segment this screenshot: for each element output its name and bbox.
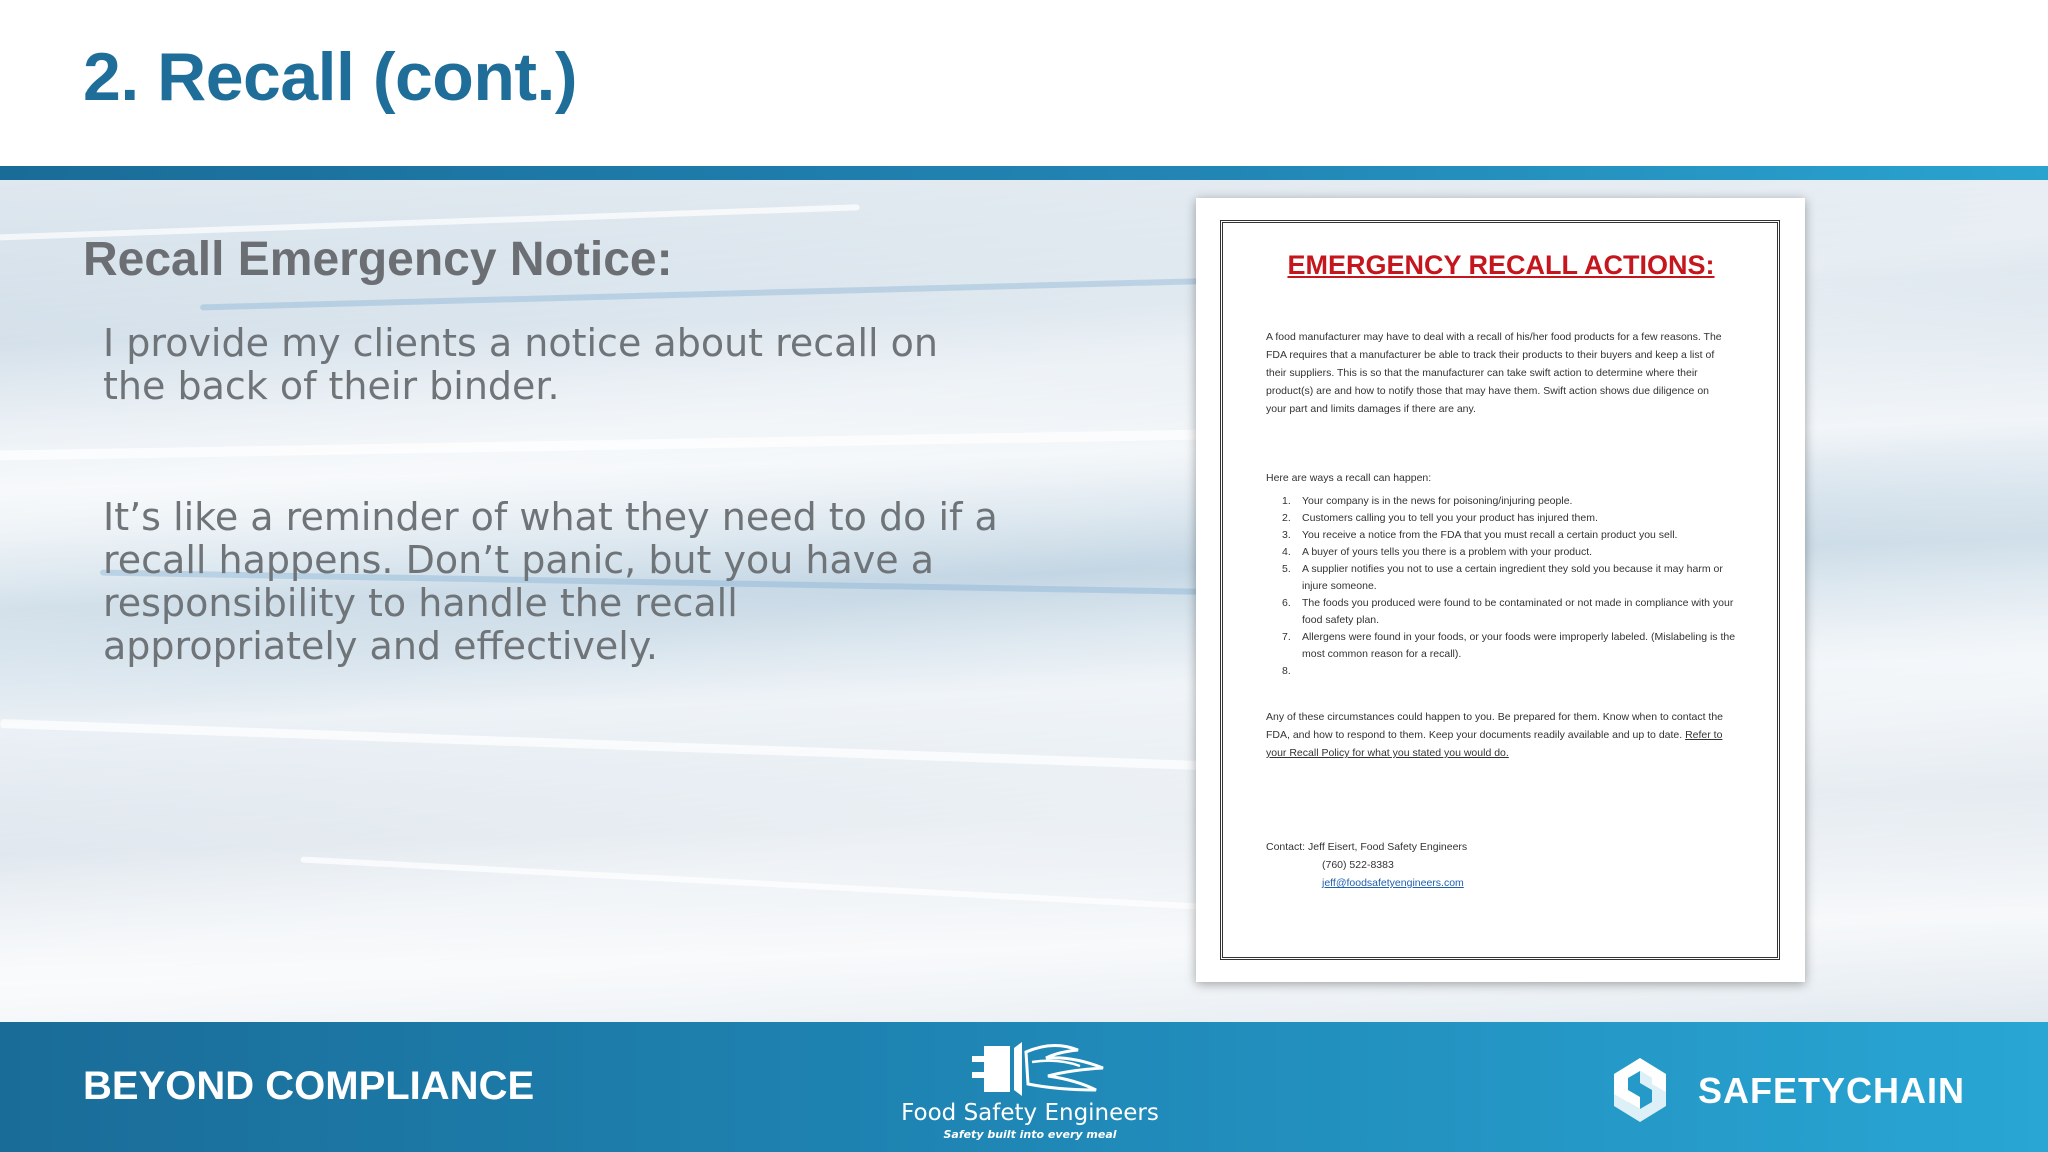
document-contact: Contact: Jeff Eisert, Food Safety Engineers [1266, 841, 1468, 853]
list-number: 4. [1282, 546, 1291, 558]
chain-link-icon [1604, 1054, 1676, 1126]
list-text: Allergens were found in your foods, or your foods were improperly labeled. (Mislabeling is the most common reason for a recall). [1302, 631, 1736, 660]
footer-tagline: BEYOND COMPLIANCE [83, 1064, 535, 1108]
list-number: 8. [1282, 665, 1291, 677]
list-text: A supplier notifies you not to use a certain ingredient they sold you because it may harm or injure someone. [1302, 563, 1723, 592]
closing-text: Any of these circumstances could happen to you. Be prepared for them. Know when to contact the FDA, and how to respond to them. Keep your documents readily available and up to date. [1266, 711, 1724, 741]
list-item [1266, 527, 1736, 544]
list-text: A buyer of yours tells you there is a problem with your product. [1302, 546, 1593, 558]
list-item [1266, 561, 1736, 595]
list-number: 1. [1282, 495, 1291, 507]
list-number: 7. [1282, 631, 1291, 643]
background-streak [0, 429, 1230, 461]
recall-notice-document [1196, 198, 1805, 982]
list-number: 3. [1282, 529, 1291, 541]
list-item [1266, 595, 1736, 629]
safetychain-logo-name: SAFETYCHAIN [1698, 1070, 1966, 1111]
document-ways-list [1266, 493, 1736, 677]
slide-title: 2. Recall (cont.) [83, 39, 578, 115]
document-intro: A food manufacturer may have to deal with a recall of his/her food products for a few reasons. The FDA requires that a manufacturer be able to track their products to their buyers and keep a list of their suppliers. This is so that the manufacturer can take swift action to determine where their product(s) are and how to notify those that may have them. Swift action shows due diligence on your part and limits damages if there are any. [1266, 331, 1722, 415]
list-number: 6. [1282, 597, 1291, 609]
list-item [1266, 629, 1736, 663]
list-item [1266, 493, 1736, 510]
fse-logo-slogan: Safety built into every meal [943, 1128, 1117, 1141]
food-safety-engineers-logo [900, 1038, 1160, 1146]
list-text: Your company is in the news for poisoning/injuring people. [1302, 495, 1573, 507]
document-email-link[interactable]: jeff@foodsafetyengineers.com [1322, 877, 1464, 889]
body-paragraph: I provide my clients a notice about recall on the back of their binder. [103, 321, 938, 408]
document-phone: (760) 522-8383 [1322, 859, 1394, 871]
document-title: EMERGENCY RECALL ACTIONS: [1287, 250, 1715, 280]
background-streak [300, 856, 1199, 909]
recall-policy-reference: Refer to your Recall Policy for what you stated you would do. [1266, 729, 1723, 759]
list-number: 5. [1282, 563, 1291, 575]
list-text: You receive a notice from the FDA that you must recall a certain product you sell. [1302, 529, 1678, 541]
list-item [1266, 510, 1736, 527]
section-heading: Recall Emergency Notice: [83, 233, 673, 286]
list-item [1266, 544, 1736, 561]
slide-header [0, 0, 2048, 166]
slide-footer [0, 1022, 2048, 1152]
document-ways-heading: Here are ways a recall can happen: [1266, 472, 1432, 484]
plug-flame-icon [958, 1038, 1108, 1100]
list-text: Customers calling you to tell you your product has injured them. [1302, 512, 1598, 524]
content-area [0, 180, 2048, 1022]
header-divider-band [0, 166, 2048, 180]
background-streak [0, 719, 1200, 770]
safetychain-logo [1604, 1054, 1984, 1134]
fse-logo-name: Food Safety Engineers [901, 1100, 1159, 1126]
list-number: 2. [1282, 512, 1291, 524]
document-closing [1266, 708, 1726, 762]
list-text: The foods you produced were found to be contaminated or not made in compliance with your food safety plan. [1302, 597, 1734, 626]
body-paragraph: It’s like a reminder of what they need to do if a recall happens. Don’t panic, but you have a responsibility to handle the recall appropriately and effectively. [103, 495, 998, 668]
